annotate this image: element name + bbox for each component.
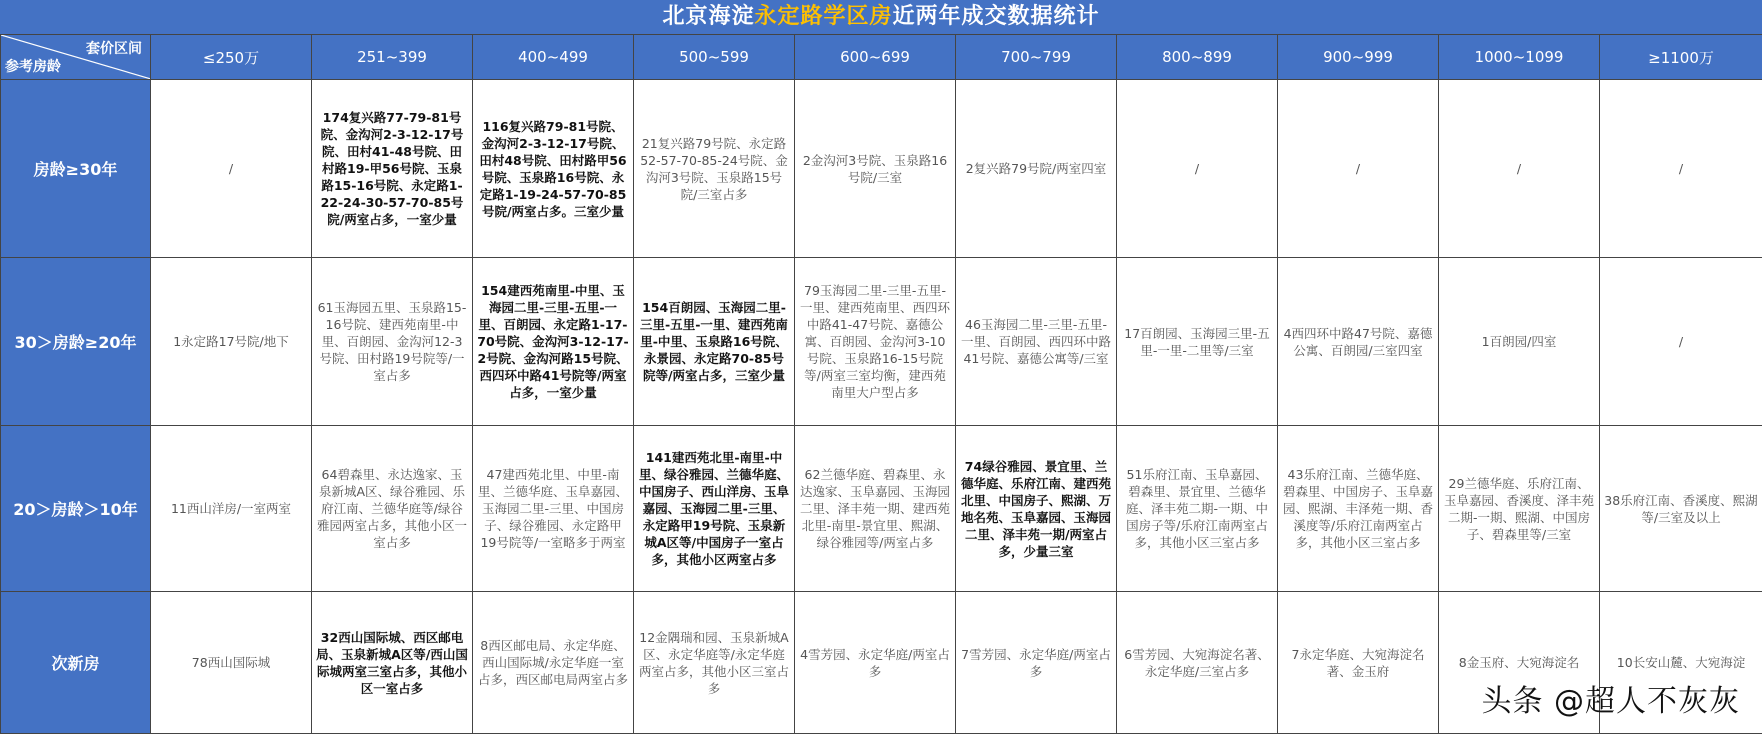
price-range-header: 800~899 [1117,35,1278,80]
price-range-header: 1000~1099 [1439,35,1600,80]
table-row [1,80,1762,258]
table-cell: / [151,80,312,258]
corner-age-label: 参考房龄 [5,59,61,75]
table-cell: 4西四环中路47号院、嘉德公寓、百朗园/三室四室 [1278,258,1439,426]
table-cell: 29兰德华庭、乐府江南、玉阜嘉园、香溪度、泽丰苑二期-一期、熙湖、中国房子、碧森里等/三室 [1439,426,1600,592]
table-cell: 46玉海园二里-三里-五里-一里、百朗园、西四环中路41号院、嘉德公寓等/三室 [956,258,1117,426]
table-cell: 4雪芳园、永定华庭/两室占多 [795,592,956,734]
age-row-label: 房龄≥30年 [1,80,151,258]
table-cell: 1百朗园/四室 [1439,258,1600,426]
price-range-header: 251~399 [312,35,473,80]
corner-price-label: 套价区间 [86,41,142,57]
watermark-text: 头条 @超人不灰灰 [1481,684,1740,719]
table-cell: 79玉海园二里-三里-五里-一里、建西苑南里、西四环中路41-47号院、嘉德公寓、百朗园、金沟河3-10号院、玉泉路16-15号院等/两室三室均衡，建西苑南里大户型占多 [795,258,956,426]
price-range-header: 900~999 [1278,35,1439,80]
price-range-header: 500~599 [634,35,795,80]
table-cell: 17百朗园、玉海园三里-五里-一里-二里等/三室 [1117,258,1278,426]
transaction-table [0,34,1762,734]
header-row [1,35,1762,80]
table-cell: / [1600,80,1762,258]
table-cell: 116复兴路79-81号院、金沟河2-3-12-17号院、田村48号院、田村路甲56号院、玉泉路16号院、永定路1-19-24-57-70-85号院/两室占多。三室少量 [473,80,634,258]
table-cell: 174复兴路77-79-81号院、金沟河2-3-12-17号院、田村41-48号院、田村路19-甲56号院、玉泉路15-16号院、永定路1-22-24-30-57-70-85号院/两室占多，一室少量 [312,80,473,258]
age-row-label: 20＞房龄＞10年 [1,426,151,592]
page-title [0,0,1762,34]
table-cell: 8金玉府、大宛海淀名 [1439,592,1600,734]
table-cell: 47建西苑北里、中里-南里、兰德华庭、玉阜嘉园、玉海园二里-三里、中国房子、绿谷雅园、永定路甲19号院等/一室略多于两室 [473,426,634,592]
title-prefix: 北京海淀 [662,4,755,29]
table-cell: 11西山洋房/一室两室 [151,426,312,592]
title-suffix: 近两年成交数据统计 [892,4,1100,29]
table-cell: 74绿谷雅园、景宜里、兰德华庭、乐府江南、建西苑北里、中国房子、熙湖、万地名苑、玉阜嘉园、玉海园二里、泽丰苑一期/两室占多，少量三室 [956,426,1117,592]
table-cell: 6雪芳园、大宛海淀名著、永定华庭/三室占多 [1117,592,1278,734]
corner-cell [1,35,151,80]
table-cell: 7永定华庭、大宛海淀名著、金玉府 [1278,592,1439,734]
table-cell: / [1278,80,1439,258]
table-cell: 154百朗园、玉海园二里-三里-五里-一里、建西苑南里-中里、玉泉路16号院、永景园、永定路70-85号院等/两室占多，三室少量 [634,258,795,426]
table-cell: 78西山国际城 [151,592,312,734]
table-cell: / [1600,258,1762,426]
table-cell: 62兰德华庭、碧森里、永达逸家、玉阜嘉园、玉海园二里、泽丰苑一期、建西苑北里-南里-景宜里、熙湖、绿谷雅园等/两室占多 [795,426,956,592]
table-cell: 21复兴路79号院、永定路52-57-70-85-24号院、金沟河3号院、玉泉路15号院/三室占多 [634,80,795,258]
table-cell: / [1439,80,1600,258]
price-range-header: 600~699 [795,35,956,80]
age-row-label: 次新房 [1,592,151,734]
table-row [1,426,1762,592]
table-cell: 43乐府江南、兰德华庭、碧森里、中国房子、玉阜嘉园、熙湖、丰泽苑一期、香溪度等/乐府江南两室占多，其他小区三室占多 [1278,426,1439,592]
table-cell: 64碧森里、永达逸家、玉泉新城A区、绿谷雅园、乐府江南、兰德华庭等/绿谷雅园两室占多，其他小区一室占多 [312,426,473,592]
table-row [1,258,1762,426]
price-range-header: 400~499 [473,35,634,80]
table-cell: 38乐府江南、香溪度、熙湖等/三室及以上 [1600,426,1762,592]
table-cell: 8西区邮电局、永定华庭、西山国际城/永定华庭一室占多，西区邮电局两室占多 [473,592,634,734]
table-cell: 2复兴路79号院/两室四室 [956,80,1117,258]
price-range-header: ≤250万 [151,35,312,80]
price-range-header: 700~799 [956,35,1117,80]
table-cell: 12金隅瑞和园、玉泉新城A区、永定华庭等/永定华庭两室占多，其他小区三室占多 [634,592,795,734]
table-cell: 2金沟河3号院、玉泉路16号院/三室 [795,80,956,258]
price-range-header: ≥1100万 [1600,35,1762,80]
table-cell: 7雪芳园、永定华庭/两室占多 [956,592,1117,734]
table-cell: 154建西苑南里-中里、玉海园二里-三里-五里-一里、百朗园、永定路1-17-70号院、金沟河3-12-17-2号院、金沟河路15号院、西四环中路41号院等/两室占多，一室少量 [473,258,634,426]
table-cell: 10长安山麓、大宛海淀 [1600,592,1762,734]
table-cell: 61玉海园五里、玉泉路15-16号院、建西苑南里-中里、百朗园、金沟河12-3号院、田村路19号院等/一室占多 [312,258,473,426]
table-cell: 51乐府江南、玉阜嘉园、碧森里、景宜里、兰德华庭、泽丰苑二期-一期、中国房子等/乐府江南两室占多，其他小区三室占多 [1117,426,1278,592]
table-cell: 32西山国际城、西区邮电局、玉泉新城A区等/西山国际城两室三室占多，其他小区一室占多 [312,592,473,734]
table-cell: / [1117,80,1278,258]
table-cell: 1永定路17号院/地下 [151,258,312,426]
table-cell: 141建西苑北里-南里-中里、绿谷雅园、兰德华庭、中国房子、西山洋房、玉阜嘉园、玉海园二里-三里、永定路甲19号院、玉泉新城A区等/中国房子一室占多，其他小区两室占多 [634,426,795,592]
age-row-label: 30＞房龄≥20年 [1,258,151,426]
title-highlight: 永定路学区房 [754,4,893,29]
